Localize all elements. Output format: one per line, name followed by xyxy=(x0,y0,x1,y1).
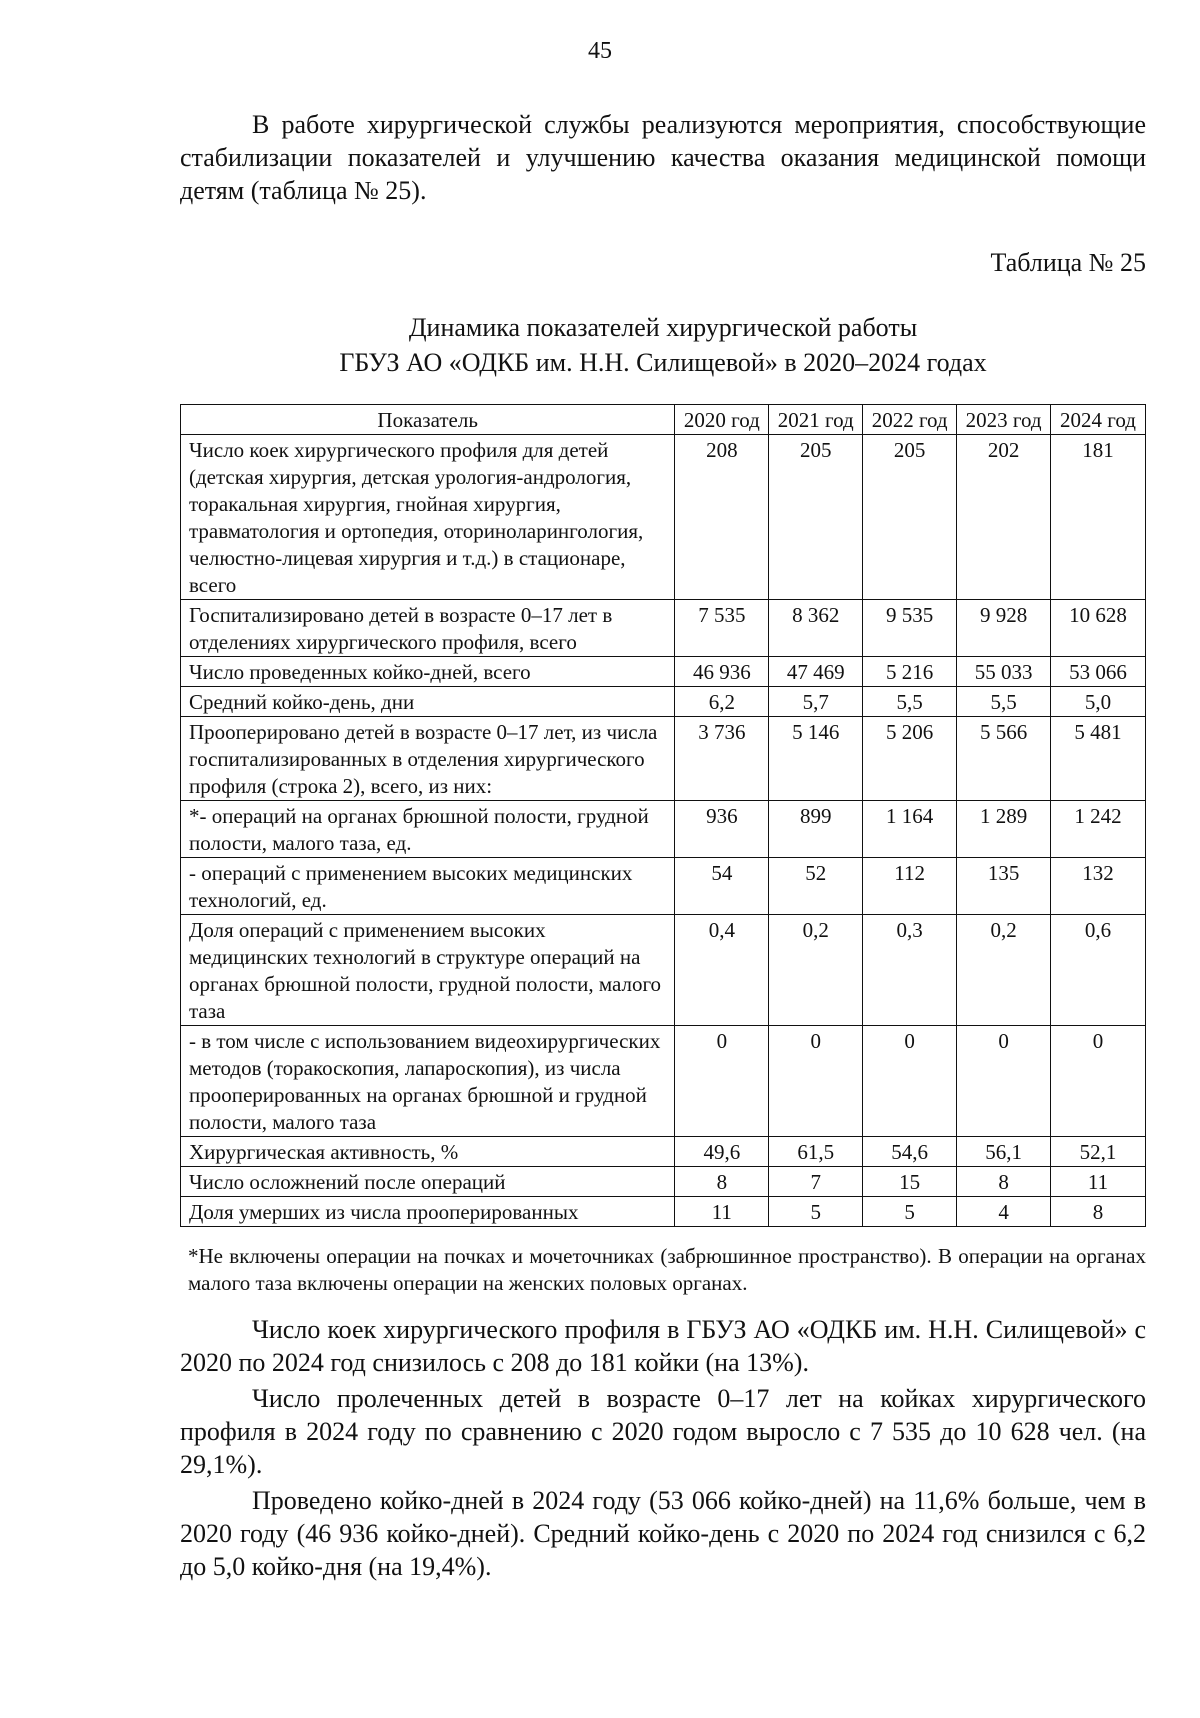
row-value: 0 xyxy=(675,1026,769,1137)
row-value: 9 535 xyxy=(863,600,957,657)
row-value: 1 242 xyxy=(1051,801,1146,858)
row-value: 47 469 xyxy=(769,657,863,687)
row-value: 5,7 xyxy=(769,687,863,717)
row-value: 5,5 xyxy=(863,687,957,717)
table-row xyxy=(181,915,1146,1026)
row-value: 1 164 xyxy=(863,801,957,858)
row-value: 56,1 xyxy=(957,1137,1051,1167)
row-label: Доля умерших из числа прооперированных xyxy=(181,1197,675,1227)
table-row xyxy=(181,717,1146,801)
page-number: 45 xyxy=(588,38,612,64)
row-value: 202 xyxy=(957,435,1051,600)
row-value: 0,4 xyxy=(675,915,769,1026)
row-value: 205 xyxy=(769,435,863,600)
header-indicator: Показатель xyxy=(181,405,675,435)
row-value: 5,5 xyxy=(957,687,1051,717)
table-footnote: *Не включены операции на почках и мочеточниках (забрюшинное пространство). В операции на органах малого таза включены операции на женских половых органах. xyxy=(188,1244,1146,1295)
row-value: 11 xyxy=(1051,1167,1146,1197)
row-label: - операций с применением высоких медицинских технологий, ед. xyxy=(181,858,675,915)
table-row xyxy=(181,435,1146,600)
row-value: 55 033 xyxy=(957,657,1051,687)
row-value: 135 xyxy=(957,858,1051,915)
row-value: 52,1 xyxy=(1051,1137,1146,1167)
table-row xyxy=(181,1026,1146,1137)
intro-paragraph: В работе хирургической службы реализуются мероприятия, способствующие стабилизации показателей и улучшению качества оказания медицинской помощи детям (таблица № 25). xyxy=(180,110,1146,205)
header-year-2022: 2022 год xyxy=(863,405,957,435)
table-number: Таблица № 25 xyxy=(990,248,1146,277)
row-value: 0,3 xyxy=(863,915,957,1026)
table-row xyxy=(181,1167,1146,1197)
row-value: 11 xyxy=(675,1197,769,1227)
row-value: 54 xyxy=(675,858,769,915)
row-value: 5 xyxy=(769,1197,863,1227)
row-value: 0 xyxy=(957,1026,1051,1137)
row-value: 49,6 xyxy=(675,1137,769,1167)
row-value: 53 066 xyxy=(1051,657,1146,687)
row-label: Госпитализировано детей в возрасте 0–17 лет в отделениях хирургического профиля, всего xyxy=(181,600,675,657)
table-row xyxy=(181,687,1146,717)
row-value: 0,2 xyxy=(957,915,1051,1026)
row-value: 899 xyxy=(769,801,863,858)
row-value: 9 928 xyxy=(957,600,1051,657)
row-value: 5 xyxy=(863,1197,957,1227)
row-value: 15 xyxy=(863,1167,957,1197)
header-year-2023: 2023 год xyxy=(957,405,1051,435)
row-label: - в том числе с использованием видеохирургических методов (торакоскопия, лапароскопия), из числа прооперированных на органах брюшной и грудной полости, малого таза xyxy=(181,1026,675,1137)
table-row xyxy=(181,858,1146,915)
row-value: 132 xyxy=(1051,858,1146,915)
row-label: Число коек хирургического профиля для детей (детская хирургия, детская урология-андрология, торакальная хирургия, гнойная хирургия, травматология и ортопедия, оториноларингология, челюстно-лицевая хирургия и т.д.) в стационаре, всего xyxy=(181,435,675,600)
table-row xyxy=(181,801,1146,858)
row-value: 205 xyxy=(863,435,957,600)
row-value: 0,6 xyxy=(1051,915,1146,1026)
row-value: 10 628 xyxy=(1051,600,1146,657)
table-body xyxy=(181,435,1146,1227)
row-value: 5 206 xyxy=(863,717,957,801)
row-label: Прооперировано детей в возрасте 0–17 лет, из числа госпитализированных в отделения хирургического профиля (строка 2), всего, из них: xyxy=(181,717,675,801)
row-value: 936 xyxy=(675,801,769,858)
row-value: 1 289 xyxy=(957,801,1051,858)
row-label: Средний койко-день, дни xyxy=(181,687,675,717)
header-year-2024: 2024 год xyxy=(1051,405,1146,435)
row-value: 7 xyxy=(769,1167,863,1197)
row-value: 61,5 xyxy=(769,1137,863,1167)
table-row xyxy=(181,657,1146,687)
row-value: 8 xyxy=(675,1167,769,1197)
row-value: 46 936 xyxy=(675,657,769,687)
paragraph-bed-days: Проведено койко-дней в 2024 году (53 066 койко-дней) на 11,6% больше, чем в 2020 году (46 936 койко-дней). Средний койко-день с 2020 по 2024 год снизился с 6,2 до 5,0 койко-дня (на 19,4%). xyxy=(180,1486,1146,1581)
row-value: 5 566 xyxy=(957,717,1051,801)
row-value: 5 481 xyxy=(1051,717,1146,801)
row-label: Доля операций с применением высоких медицинских технологий в структуре операций на органах брюшной полости, грудной полости, малого таза xyxy=(181,915,675,1026)
table-caption xyxy=(180,310,1146,380)
paragraph-beds: Число коек хирургического профиля в ГБУЗ АО «ОДКБ им. Н.Н. Силищевой» с 2020 по 2024 год снизилось с 208 до 181 койки (на 13%). xyxy=(180,1315,1146,1377)
row-value: 6,2 xyxy=(675,687,769,717)
row-value: 5 146 xyxy=(769,717,863,801)
row-value: 7 535 xyxy=(675,600,769,657)
row-value: 0 xyxy=(1051,1026,1146,1137)
row-value: 0 xyxy=(863,1026,957,1137)
indicators-table xyxy=(180,404,1146,1227)
row-value: 3 736 xyxy=(675,717,769,801)
row-value: 0 xyxy=(769,1026,863,1137)
row-value: 112 xyxy=(863,858,957,915)
header-year-2020: 2020 год xyxy=(675,405,769,435)
row-value: 5,0 xyxy=(1051,687,1146,717)
row-value: 181 xyxy=(1051,435,1146,600)
row-value: 5 216 xyxy=(863,657,957,687)
table-header-row xyxy=(181,405,1146,435)
row-value: 4 xyxy=(957,1197,1051,1227)
row-value: 8 xyxy=(957,1167,1051,1197)
table-caption-line-1: Динамика показателей хирургической работы xyxy=(408,313,918,342)
row-value: 8 362 xyxy=(769,600,863,657)
table-row xyxy=(181,1197,1146,1227)
table-row xyxy=(181,1137,1146,1167)
table-row xyxy=(181,600,1146,657)
row-value: 52 xyxy=(769,858,863,915)
row-label: Хирургическая активность, % xyxy=(181,1137,675,1167)
row-value: 54,6 xyxy=(863,1137,957,1167)
row-value: 0,2 xyxy=(769,915,863,1026)
header-year-2021: 2021 год xyxy=(769,405,863,435)
row-value: 8 xyxy=(1051,1197,1146,1227)
row-value: 208 xyxy=(675,435,769,600)
row-label: Число проведенных койко-дней, всего xyxy=(181,657,675,687)
row-label: Число осложнений после операций xyxy=(181,1167,675,1197)
row-label: *- операций на органах брюшной полости, грудной полости, малого таза, ед. xyxy=(181,801,675,858)
table-caption-line-2: ГБУЗ АО «ОДКБ им. Н.Н. Силищевой» в 2020–2024 годах xyxy=(339,348,987,377)
paragraph-treated-children: Число пролеченных детей в возрасте 0–17 лет на койках хирургического профиля в 2024 году по сравнению с 2020 годом выросло с 7 535 до 10 628 чел. (на 29,1%). xyxy=(180,1384,1146,1479)
